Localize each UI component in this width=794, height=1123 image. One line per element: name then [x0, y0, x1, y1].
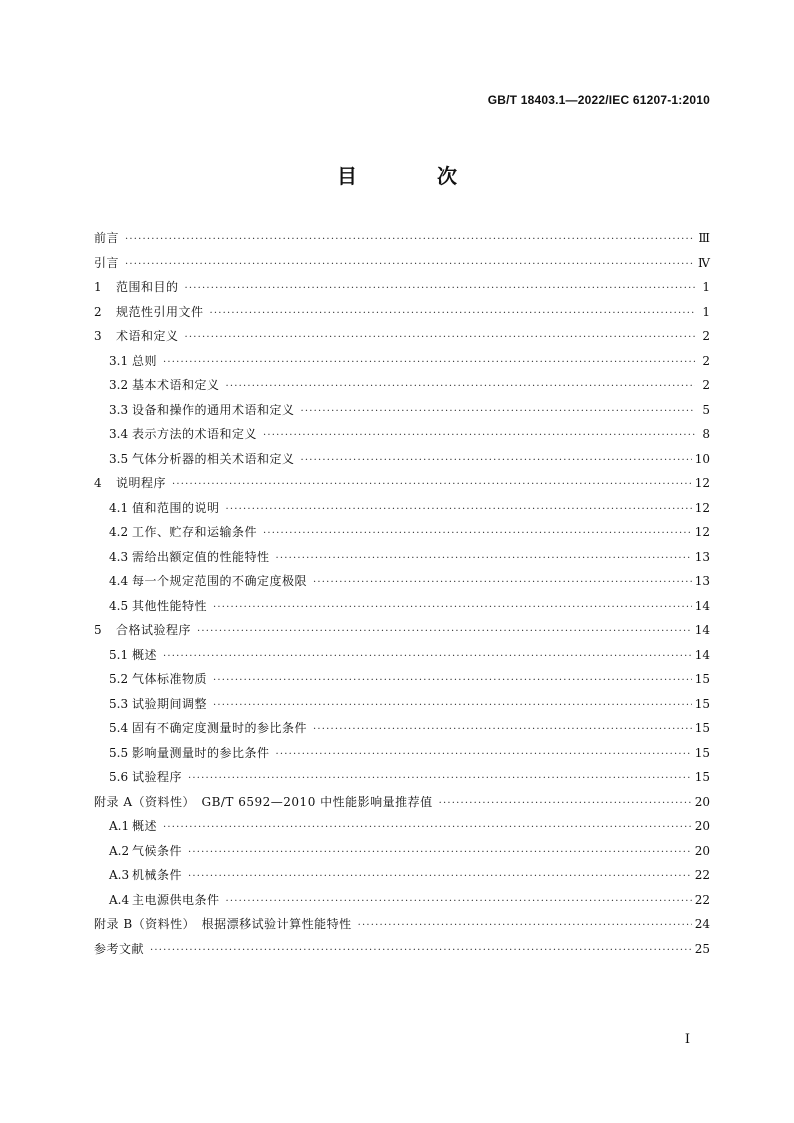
toc-entry[interactable] [94, 422, 710, 447]
toc-entry-label: 每一个规定范围的不确定度极限 [132, 574, 308, 588]
standard-code-header: GB/T 18403.1—2022/IEC 61207-1:2010 [487, 93, 710, 107]
toc-entry[interactable] [94, 398, 710, 423]
toc-entry-page: 15 [694, 696, 710, 711]
toc-leader-dots [276, 743, 692, 768]
toc-entry-label: 说明程序 [116, 476, 167, 490]
toc-entry[interactable] [94, 618, 710, 643]
toc-entry-page: 15 [694, 770, 710, 784]
toc-entry-label: 规范性引用文件 [116, 304, 204, 319]
toc-entry-page: 20 [694, 819, 710, 833]
toc-leader-dots [439, 792, 692, 817]
toc-entry-number: 3.3 [109, 402, 129, 417]
toc-entry-label: 机械条件 [132, 868, 183, 882]
toc-entry-number: 4.3 [109, 549, 129, 564]
toc-entry-number: 5.1 [109, 647, 129, 662]
toc-entry-number: 2 [94, 304, 102, 319]
toc-entry-page: 2 [702, 378, 710, 392]
toc-entry-page: 2 [702, 353, 710, 368]
toc-entry[interactable] [94, 594, 710, 619]
toc-entry[interactable] [94, 349, 710, 374]
toc-entry[interactable] [94, 569, 710, 594]
toc-entry-label: 概述 [132, 819, 158, 833]
toc-entry[interactable] [94, 765, 710, 790]
toc-entry[interactable] [94, 251, 710, 276]
toc-entry-label: 术语和定义 [116, 329, 179, 343]
toc-entry[interactable] [94, 667, 710, 692]
toc-leader-dots [213, 596, 692, 621]
toc-entry-number: 5.4 [109, 721, 129, 735]
toc-leader-dots [226, 498, 692, 523]
toc-entry-label: 参考文献 [94, 941, 145, 956]
toc-entry-number: 4.4 [109, 574, 129, 588]
toc-entry-page: 15 [694, 745, 710, 760]
toc-entry-page: 13 [694, 574, 710, 588]
toc-entry-label: 气候条件 [132, 843, 183, 858]
toc-entry[interactable] [94, 937, 710, 962]
toc-leader-dots [125, 253, 695, 278]
toc-entry[interactable] [94, 839, 710, 864]
toc-leader-dots [276, 547, 692, 572]
toc-leader-dots [313, 718, 692, 743]
toc-entry-label: 值和范围的说明 [132, 500, 220, 515]
toc-entry-label: 气体分析器的相关术语和定义 [132, 451, 295, 466]
toc-entry-page: 2 [702, 329, 710, 343]
toc-leader-dots [163, 645, 692, 670]
toc-entry-number: A.2 [109, 843, 130, 858]
toc-entry-page: 12 [694, 476, 710, 490]
toc-entry[interactable] [94, 814, 710, 839]
toc-entry-page: 25 [694, 941, 710, 956]
toc-entry[interactable] [94, 471, 710, 496]
toc-entry-label: 范围和目的 [116, 280, 179, 294]
toc-leader-dots [226, 375, 695, 400]
toc-entry-label: 附录 A（资料性） GB/T 6592—2010 中性能影响量推荐值 [94, 794, 433, 809]
toc-entry[interactable] [94, 790, 710, 815]
toc-entry[interactable] [94, 520, 710, 545]
toc-entry[interactable] [94, 912, 710, 937]
toc-leader-dots [301, 449, 692, 474]
toc-entry[interactable] [94, 692, 710, 717]
toc-entry-label: 工作、贮存和运输条件 [132, 525, 258, 539]
toc-entry-number: 3.5 [109, 451, 129, 466]
toc-entry[interactable] [94, 863, 710, 888]
toc-entry-label: 引言 [94, 255, 120, 270]
toc-entry[interactable] [94, 447, 710, 472]
toc-leader-dots [125, 228, 695, 253]
toc-entry-number: 5.2 [109, 672, 129, 686]
toc-entry-page: 1 [702, 280, 710, 294]
toc-entry-page: 22 [694, 892, 710, 907]
toc-entry[interactable] [94, 300, 710, 325]
toc-entry-page: 13 [694, 549, 710, 564]
toc-entry[interactable] [94, 643, 710, 668]
toc-entry[interactable] [94, 888, 710, 913]
toc-entry-number: 4.2 [109, 525, 129, 539]
toc-entry-page: 5 [702, 402, 710, 417]
toc-leader-dots [163, 351, 695, 376]
toc-entry-number: 4.1 [109, 500, 129, 515]
toc-entry-number: A.1 [109, 819, 130, 833]
toc-leader-dots [213, 694, 692, 719]
toc-entry-page: 1 [702, 304, 710, 319]
toc-entry-label: 附录 B（资料性） 根据漂移试验计算性能特性 [94, 917, 352, 931]
toc-entry-page: 22 [694, 868, 710, 882]
toc-leader-dots [213, 669, 692, 694]
table-of-contents [94, 226, 710, 961]
toc-entry-label: 设备和操作的通用术语和定义 [132, 402, 295, 417]
toc-leader-dots [185, 277, 695, 302]
toc-entry-label: 合格试验程序 [116, 623, 192, 637]
toc-entry-label: 其他性能特性 [132, 598, 208, 613]
toc-entry[interactable] [94, 741, 710, 766]
toc-entry[interactable] [94, 716, 710, 741]
toc-entry[interactable] [94, 496, 710, 521]
toc-leader-dots [172, 473, 692, 498]
toc-entry-number: 3.2 [109, 378, 129, 392]
toc-entry-label: 前言 [94, 231, 120, 245]
toc-leader-dots [188, 865, 692, 890]
toc-entry-label: 气体标准物质 [132, 672, 208, 686]
toc-entry-page: Ⅳ [698, 255, 710, 270]
toc-entry-label: 试验程序 [132, 770, 183, 784]
toc-entry-number: 5.6 [109, 770, 129, 784]
toc-entry-label: 固有不确定度测量时的参比条件 [132, 721, 308, 735]
toc-entry-number: 5 [94, 623, 102, 637]
toc-entry[interactable] [94, 373, 710, 398]
toc-leader-dots [210, 302, 695, 327]
toc-entry-number: 3.1 [109, 353, 129, 368]
toc-entry-page: 20 [694, 794, 710, 809]
toc-leader-dots [313, 571, 692, 596]
toc-leader-dots [150, 939, 692, 964]
toc-entry-page: 15 [694, 721, 710, 735]
toc-entry-page: 10 [694, 451, 710, 466]
toc-leader-dots [226, 890, 692, 915]
toc-entry-page: 14 [694, 623, 710, 637]
toc-entry-label: 需给出额定值的性能特性 [132, 549, 270, 564]
toc-entry-page: 15 [694, 672, 710, 686]
toc-entry[interactable] [94, 324, 710, 349]
toc-entry-page: 24 [694, 917, 710, 931]
toc-entry-page: 8 [702, 427, 710, 441]
toc-entry[interactable] [94, 545, 710, 570]
toc-entry[interactable] [94, 275, 710, 300]
toc-leader-dots [188, 767, 692, 792]
toc-leader-dots [185, 326, 695, 351]
page-title: 目 次 [337, 164, 487, 188]
toc-entry-label: 主电源供电条件 [132, 892, 220, 907]
toc-entry-number: 3 [94, 329, 102, 343]
toc-leader-dots [301, 400, 695, 425]
toc-entry-number: 4 [94, 476, 102, 490]
toc-entry-number: 1 [94, 280, 102, 294]
toc-entry-page: 20 [694, 843, 710, 858]
toc-leader-dots [197, 620, 692, 645]
toc-entry[interactable] [94, 226, 710, 251]
toc-entry-page: 14 [694, 647, 710, 662]
toc-entry-label: 表示方法的术语和定义 [132, 427, 258, 441]
page-number: I [684, 1032, 690, 1047]
toc-entry-number: 5.3 [109, 696, 129, 711]
toc-entry-page: 12 [694, 525, 710, 539]
toc-leader-dots [163, 816, 692, 841]
toc-entry-number: 5.5 [109, 745, 129, 760]
toc-entry-label: 试验期间调整 [132, 696, 208, 711]
toc-entry-label: 总则 [132, 353, 158, 368]
toc-leader-dots [358, 914, 692, 939]
toc-leader-dots [263, 424, 695, 449]
toc-leader-dots [263, 522, 692, 547]
toc-entry-number: 4.5 [109, 598, 129, 613]
toc-leader-dots [188, 841, 692, 866]
toc-entry-number: A.4 [109, 892, 130, 907]
toc-entry-page: 12 [694, 500, 710, 515]
toc-entry-label: 基本术语和定义 [132, 378, 220, 392]
toc-entry-number: A.3 [109, 868, 130, 882]
toc-entry-label: 概述 [132, 647, 158, 662]
toc-entry-page: 14 [694, 598, 710, 613]
toc-entry-page: Ⅲ [698, 231, 710, 245]
toc-entry-label: 影响量测量时的参比条件 [132, 745, 270, 760]
toc-entry-number: 3.4 [109, 427, 129, 441]
